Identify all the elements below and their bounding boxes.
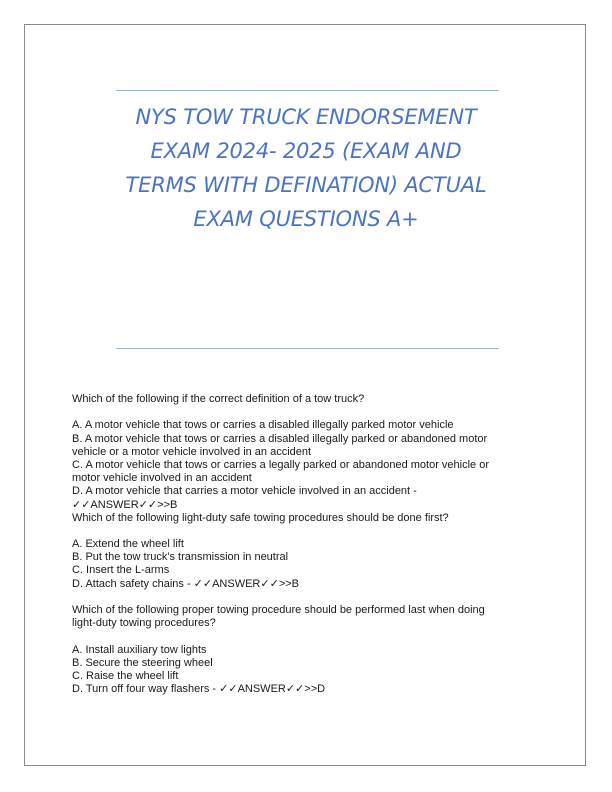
top-rule [116, 90, 499, 91]
q1-option-line: motor vehicle involved in an accident [72, 472, 252, 485]
q1-option-line: A. A motor vehicle that tows or carries a disabled illegally parked motor vehicle [72, 419, 454, 432]
document-title [96, 100, 516, 236]
spacer [72, 591, 542, 604]
spacer [72, 525, 542, 538]
question-2-text: Which of the following light-duty safe towing procedures should be done first? [72, 511, 449, 524]
q1-option-line: vehicle or a motor vehicle involved in an accident [72, 445, 312, 458]
spacer [72, 630, 542, 643]
spacer [72, 406, 542, 419]
q2-option-line: A. Extend the wheel lift [72, 538, 184, 551]
question-1-text: Which of the following if the correct definition of a tow truck? [72, 393, 365, 405]
q1-option-line: D. A motor vehicle that carries a motor vehicle involved in an accident - [72, 485, 417, 498]
q3-option-line: B. Secure the steering wheel [72, 656, 213, 669]
title-line: NYS TOW TRUCK ENDORSEMENT [135, 105, 477, 129]
title-line: TERMS WITH DEFINATION) ACTUAL [125, 173, 487, 197]
q2-answer: D. Attach safety chains - ✓✓ANSWER✓✓>>B [72, 577, 299, 590]
questions-body [72, 393, 542, 696]
q3-answer: D. Turn off four way flashers - ✓✓ANSWER✓✓>>D [72, 683, 326, 696]
q1-answer: ✓✓ANSWER✓✓>>B [72, 498, 178, 511]
title-line: EXAM 2024- 2025 (EXAM AND [150, 139, 462, 163]
q1-option-line: B. A motor vehicle that tows or carries a disabled illegally parked or abandoned motor [72, 432, 488, 445]
bottom-rule [116, 348, 499, 349]
q3-option-line: A. Install auxiliary tow lights [72, 643, 207, 656]
title-line: EXAM QUESTIONS A+ [193, 207, 419, 231]
question-3-text: light-duty towing procedures? [72, 617, 216, 630]
q2-option-line: C. Insert the L-arms [72, 564, 170, 577]
q3-option-line: C. Raise the wheel lift [72, 669, 179, 682]
question-3-text: Which of the following proper towing procedure should be performed last when doing [72, 604, 485, 616]
q2-option-line: B. Put the tow truck's transmission in neutral [72, 551, 289, 564]
q1-option-line: C. A motor vehicle that tows or carries a legally parked or abandoned motor vehicle or [72, 458, 489, 471]
